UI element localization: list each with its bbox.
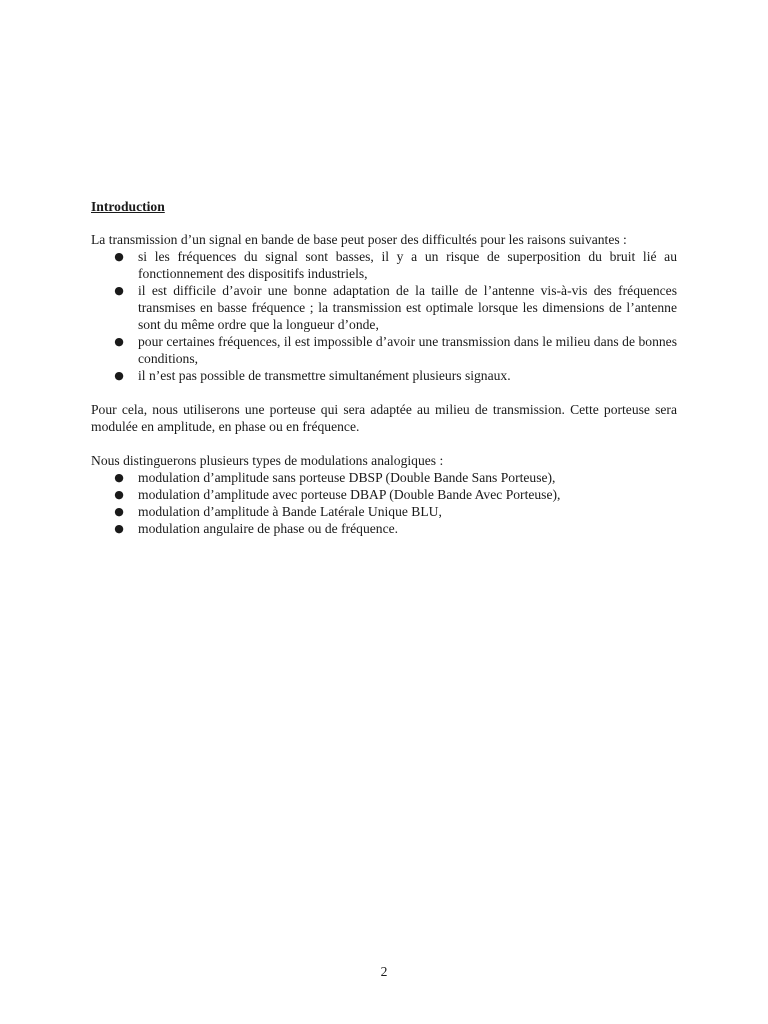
list-item-text: modulation d’amplitude avec porteuse DBAP (Double Bande Avec Porteuse),	[138, 487, 561, 502]
list-item-text: modulation d’amplitude à Bande Latérale Unique BLU,	[138, 504, 442, 519]
bullet-icon: ●	[114, 335, 124, 348]
list-item	[91, 333, 677, 367]
reasons-list	[91, 248, 677, 384]
list-item	[91, 520, 677, 537]
section-heading: Introduction	[91, 199, 165, 214]
bullet-icon: ●	[114, 505, 124, 518]
bullet-icon: ●	[114, 488, 124, 501]
list-item-text: il est difficile d’avoir une bonne adaptation de la taille de l’antenne vis-à-vis des fréquences transmises en basse fréquence ; la transmission est optimale lorsque les dimensions de l’antenne sont du même ordre que la longueur d’onde,	[138, 283, 677, 332]
paragraph-spacer	[91, 384, 677, 401]
list-item-text: il n’est pas possible de transmettre simultanément plusieurs signaux.	[138, 368, 511, 383]
intro-paragraph: La transmission d’un signal en bande de base peut poser des difficultés pour les raisons suivantes :	[91, 232, 627, 247]
bullet-icon: ●	[114, 284, 124, 297]
paragraph-spacer	[91, 435, 677, 452]
carrier-paragraph: Pour cela, nous utiliserons une porteuse qui sera adaptée au milieu de transmission. Cette porteuse sera modulée en amplitude, en phase ou en fréquence.	[91, 402, 677, 434]
bullet-icon: ●	[114, 250, 124, 263]
bullet-icon: ●	[114, 522, 124, 535]
modulation-types-intro: Nous distinguerons plusieurs types de modulations analogiques :	[91, 453, 444, 468]
modulation-types-list	[91, 469, 677, 537]
list-item-text: modulation angulaire de phase ou de fréquence.	[138, 521, 399, 536]
page-body	[91, 198, 677, 537]
list-item	[91, 469, 677, 486]
list-item	[91, 503, 677, 520]
page-number: 2	[380, 964, 388, 979]
bullet-icon: ●	[114, 369, 124, 382]
list-item	[91, 282, 677, 333]
list-item-text: si les fréquences du signal sont basses, il y a un risque de superposition du bruit lié au fonctionnement des dispositifs industriels,	[138, 249, 677, 281]
list-item-text: modulation d’amplitude sans porteuse DBSP (Double Bande Sans Porteuse),	[138, 470, 556, 485]
bullet-icon: ●	[114, 471, 124, 484]
list-item	[91, 486, 677, 503]
list-item-text: pour certaines fréquences, il est impossible d’avoir une transmission dans le milieu dans de bonnes conditions,	[138, 334, 677, 366]
list-item	[91, 248, 677, 282]
list-item	[91, 367, 677, 384]
